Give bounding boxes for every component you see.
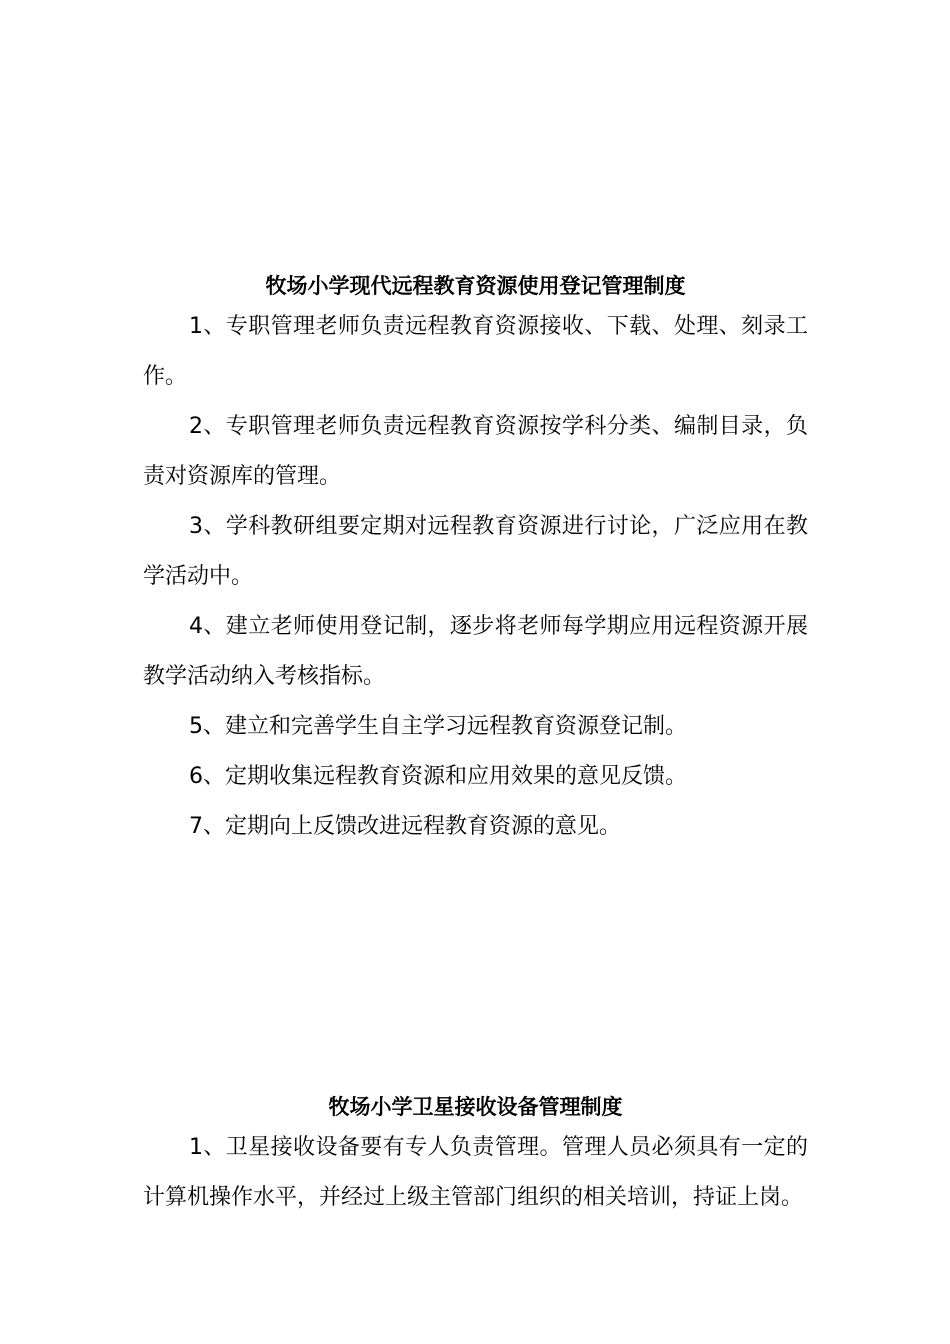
paragraph-rule-1: 1、专职管理老师负责远程教育资源接收、下载、处理、刻录工作。 xyxy=(143,314,808,389)
paragraph-rule-1: 1、卫星接收设备要有专人负责管理。管理人员必须具有一定的计算机操作水平，并经过上级主管部门组织的相关培训，持证上岗。 xyxy=(143,1135,808,1210)
paragraph-rule-2: 2、专职管理老师负责远程教育资源按学科分类、编制目录，负责对资源库的管理。 xyxy=(143,414,808,489)
paragraph-rule-6: 6、定期收集远程教育资源和应用效果的意见反馈。 xyxy=(189,764,687,789)
section-satellite-equipment xyxy=(143,1091,808,1223)
paragraph-rule-3: 3、学科教研组要定期对远程教育资源进行讨论，广泛应用在教学活动中。 xyxy=(143,514,808,589)
paragraph-rule-7: 7、定期向上反馈改进远程教育资源的意见。 xyxy=(189,814,621,839)
section-title: 牧场小学卫星接收设备管理制度 xyxy=(328,1095,623,1119)
paragraph-rule-5: 5、建立和完善学生自主学习远程教育资源登记制。 xyxy=(189,714,687,739)
section-title: 牧场小学现代远程教育资源使用登记管理制度 xyxy=(265,274,686,298)
paragraph-rule-4: 4、建立老师使用登记制，逐步将老师每学期应用远程资源开展教学活动纳入考核指标。 xyxy=(143,614,808,689)
section-remote-education-resources xyxy=(143,270,808,852)
